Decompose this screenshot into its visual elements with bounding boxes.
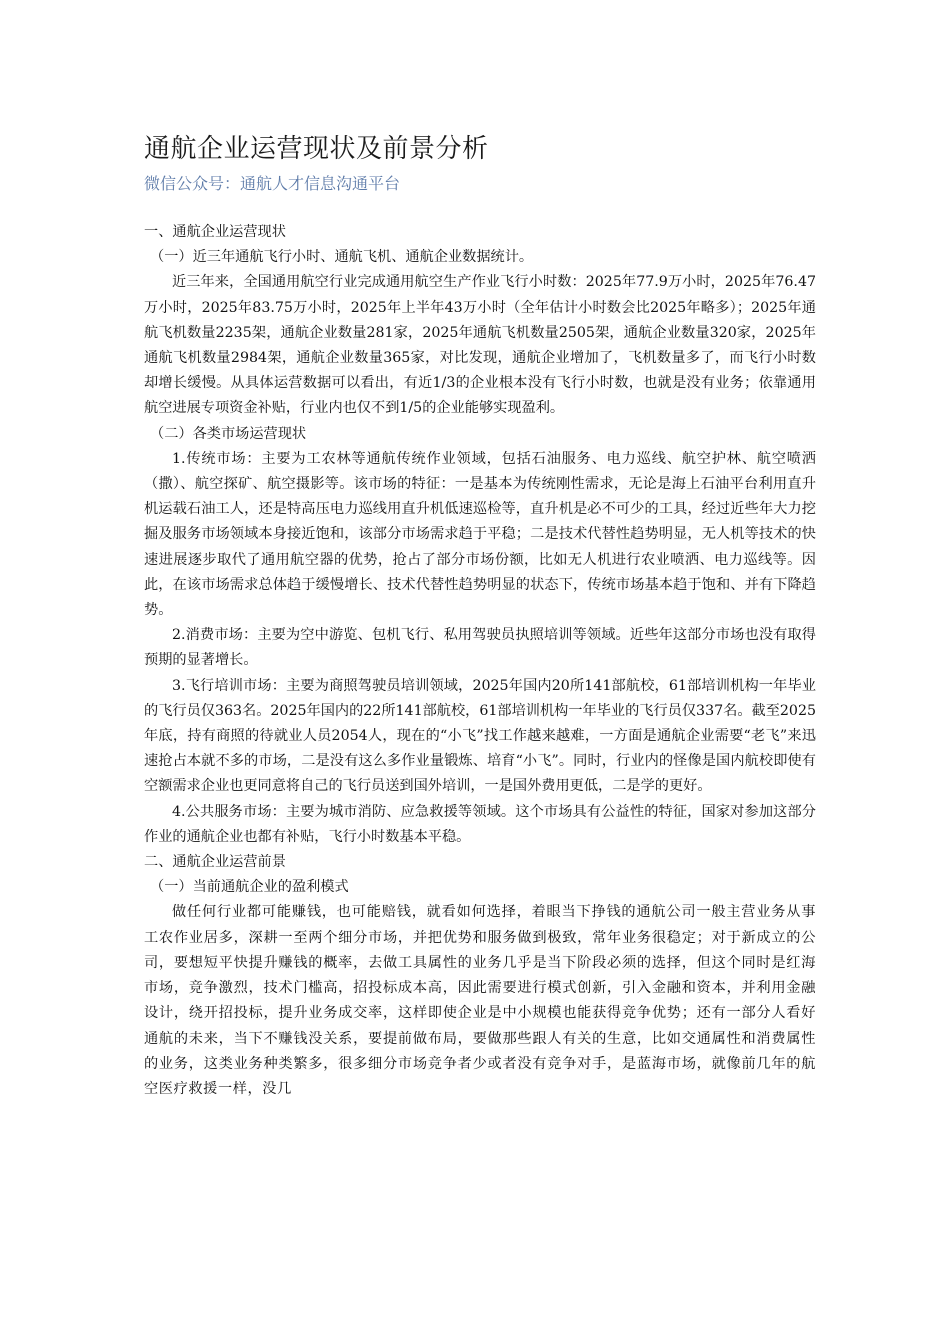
document-page — [144, 128, 816, 1102]
section-heading: 一、通航企业运营现状 — [144, 224, 286, 240]
document-subtitle: 微信公众号：通航人才信息沟通平台 — [144, 174, 401, 193]
paragraph: 近三年来，全国通用航空行业完成通用航空生产作业飞行小时数：2025年77.9万小时，2025年76.47万小时，2025年83.75万小时，2025年上半年43万小时（全年估计小时数会比2025年略多）；2025年通航飞机数量2235架，通航企业数量281家，2025年通航飞机数量2505架，通航企业数量320家，2025年通航飞机数量2984架，通航企业数量365家，对比发现，通航企业增加了，飞机数量多了，而飞行小时数却增长缓慢。从具体运营数据可以看出，有近1/3的企业根本没有飞行小时数，也就是没有业务；依靠通用航空进展专项资金补贴，行业内也仅不到1/5的企业能够实现盈利。 — [144, 274, 816, 417]
paragraph: 做任何行业都可能赚钱，也可能赔钱，就看如何选择，着眼当下挣钱的通航公司一般主营业务从事工农作业居多，深耕一至两个细分市场，并把优势和服务做到极致，常年业务很稳定；对于新成立的公司，要想短平快提升赚钱的概率，去做工具属性的业务几乎是当下阶段必须的选择，但这个同时是红海市场，竞争激烈，技术门槛高，招投标成本高，因此需要进行模式创新，引入金融和资本，并利用金融设计，绕开招投标，提升业务成交率，这样即使企业是中小规模也能获得竞争优势；还有一部分人看好通航的未来，当下不赚钱没关系，要提前做布局，要做那些跟人有关的生意，比如交通属性和消费属性的业务，这类业务种类繁多，很多细分市场竞争者少或者没有竞争对手，是蓝海市场，就像前几年的航空医疗救援一样，没几 — [144, 904, 816, 1097]
subsection-heading: （二）各类市场运营现状 — [150, 425, 307, 442]
paragraph: 2.消费市场：主要为空中游览、包机飞行、私用驾驶员执照培训等领域。近些年这部分市场也没有取得预期的显著增长。 — [144, 627, 816, 669]
paragraph: 4.公共服务市场：主要为城市消防、应急救援等领域。这个市场具有公益性的特征，国家对参加这部分作业的通航企业也都有补贴，飞行小时数基本平稳。 — [144, 803, 816, 845]
document-title: 通航企业运营现状及前景分析 — [144, 134, 489, 164]
subsection-heading: （一）近三年通航飞行小时、通航飞机、通航企业数据统计。 — [150, 249, 534, 266]
subsection-heading: （一）当前通航企业的盈利模式 — [150, 879, 349, 896]
paragraph: 3.飞行培训市场：主要为商照驾驶员培训领域，2025年国内20所141部航校，61部培训机构一年毕业的飞行员仅363名。2025年国内的22所141部航校，61部培训机构一年毕业的飞行员仅337名。截至2025年底，持有商照的待就业人员2054人，现在的“小飞”找工作越来越难，一方面是通航企业需要“老飞”来迅速抢占本就不多的市场，二是没有这么多作业量锻炼、培育“小飞”。同时，行业内的怪像是国内航校即使有空额需求企业也更同意将自己的飞行员送到国外培训，一是国外费用更低，二是学的更好。 — [144, 677, 816, 795]
paragraph: 1.传统市场：主要为工农林等通航传统作业领域，包括石油服务、电力巡线、航空护林、航空喷洒（撒）、航空探矿、航空摄影等。该市场的特征：一是基本为传统刚性需求，无论是海上石油平台利用直升机运载石油工人，还是特高压电力巡线用直升机低速巡检等，直升机是必不可少的工具，经过近些年大力挖掘及服务市场领域本身接近饱和，该部分市场需求趋于平稳；二是技术代替性趋势明显，无人机等技术的快速进展逐步取代了通用航空器的优势，抢占了部分市场份额，比如无人机进行农业喷洒、电力巡线等。因此，在该市场需求总体趋于缓慢增长、技术代替性趋势明显的状态下，传统市场基本趋于饱和、并有下降趋势。 — [144, 450, 816, 619]
section-heading: 二、通航企业运营前景 — [144, 854, 286, 871]
